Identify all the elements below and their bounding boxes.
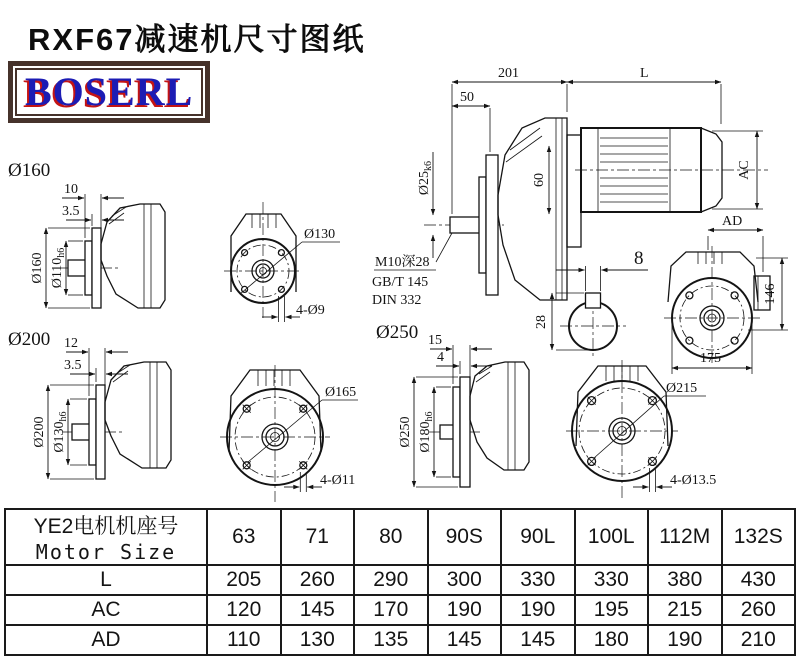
key-height-label: 28 [534, 315, 549, 329]
flange160-spigot-label [50, 248, 67, 289]
motor-size-cell: 90L [501, 509, 575, 565]
dim-value-cell: 260 [722, 595, 796, 625]
flange250-spigot-fit: h6 [424, 411, 435, 422]
table-header-row [5, 509, 795, 565]
dim-201-label: 201 [498, 66, 519, 81]
row-label-cell: AD [5, 625, 207, 655]
dim-value-cell: 430 [722, 565, 796, 595]
dim-value-cell: 300 [428, 565, 502, 595]
dim-AD-label: AD [722, 214, 743, 229]
motor-size-cell: 100L [575, 509, 649, 565]
motor-size-cell: 90S [428, 509, 502, 565]
dim-value-cell: 120 [207, 595, 281, 625]
dim-60-label: 60 [532, 173, 547, 187]
row-label-cell: L [5, 565, 207, 595]
flange160-spigot-fit: h6 [56, 247, 67, 258]
dim-175-label: 175 [700, 351, 721, 366]
dim-value-cell: 330 [575, 565, 649, 595]
flange200-spigot-fit: h6 [58, 411, 69, 422]
thread-notes [372, 233, 452, 308]
table-row-L [5, 565, 795, 595]
motor-size-cell: 112M [648, 509, 722, 565]
dim-146-label: 146 [763, 283, 778, 305]
main-assembly-view [417, 66, 768, 300]
motor-size-cell: 63 [207, 509, 281, 565]
dim-value-cell: 190 [501, 595, 575, 625]
motor-size-header-en: Motor Size [35, 540, 177, 564]
dim-value-cell: 260 [281, 565, 355, 595]
motor-size-cell: 132S [722, 509, 796, 565]
flange200-spigot-dia: Ø130 [52, 421, 67, 453]
flange200-od-label: Ø200 [32, 416, 47, 448]
dimension-table [4, 508, 796, 656]
shaft-fit-value: k6 [423, 160, 434, 171]
flange160-od-label: Ø160 [30, 252, 45, 284]
shaft-dia-label [417, 161, 434, 195]
flange250-spigot-label [418, 411, 435, 452]
logo-text: BOSERL [25, 69, 194, 114]
shaft-key-section-view [534, 248, 648, 356]
rear-view [664, 214, 788, 374]
flange160-spigot-dia: Ø110 [50, 257, 65, 289]
dim-value-cell: 195 [575, 595, 649, 625]
flange250-depth-label: 15 [428, 333, 442, 348]
dim-value-cell: 290 [354, 565, 428, 595]
table-row-AC [5, 595, 795, 625]
shaft-dia-value: Ø25 [417, 170, 432, 196]
dim-value-cell: 180 [575, 625, 649, 655]
flange160-plate-label: 3.5 [62, 204, 80, 219]
flange160-depth-label: 10 [64, 182, 78, 197]
std1-note-label: GB/T 145 [372, 275, 429, 290]
tap-note-label: M10深28 [375, 255, 430, 270]
flange200-front-view [220, 365, 358, 502]
dim-value-cell: 380 [648, 565, 722, 595]
flange200-spigot-label [52, 411, 69, 452]
dim-value-cell: 130 [281, 625, 355, 655]
flange200-depth-label: 12 [64, 336, 78, 351]
dim-50-label: 50 [460, 90, 474, 105]
dim-value-cell: 110 [207, 625, 281, 655]
flange250-side-view [376, 322, 529, 487]
flange160-front-view [224, 202, 340, 322]
dim-value-cell: 145 [501, 625, 575, 655]
dim-AC-label: AC [737, 160, 752, 180]
dim-value-cell: 145 [428, 625, 502, 655]
dim-value-cell: 190 [648, 625, 722, 655]
front250-holes-label: 4-Ø13.5 [670, 473, 717, 488]
dim-value-cell: 210 [722, 625, 796, 655]
flange250-group-label: Ø250 [376, 322, 419, 343]
flange250-front-view [566, 360, 716, 498]
row-label-cell: AC [5, 595, 207, 625]
motor-size-cell: 80 [354, 509, 428, 565]
flange200-plate-label: 3.5 [64, 358, 82, 373]
page-title: RXF67减速机尺寸图纸 [28, 22, 366, 57]
dim-value-cell: 215 [648, 595, 722, 625]
motor-size-header-cn: YE2电机机座号 [33, 515, 179, 538]
flange250-plate-label: 4 [437, 350, 444, 365]
flange160-group-label: Ø160 [8, 160, 51, 181]
dim-value-cell: 145 [281, 595, 355, 625]
key-width-label: 8 [634, 248, 644, 269]
dim-L-label: L [640, 66, 649, 81]
dim-value-cell: 190 [428, 595, 502, 625]
motor-size-header-cell [5, 509, 207, 565]
front250-bolt-circle-label: Ø215 [666, 381, 698, 396]
dim-value-cell: 205 [207, 565, 281, 595]
flange250-od-label: Ø250 [398, 416, 413, 448]
front160-bolt-circle-label: Ø130 [304, 227, 336, 242]
front200-holes-label: 4-Ø11 [320, 473, 356, 488]
dim-value-cell: 135 [354, 625, 428, 655]
table-row-AD [5, 625, 795, 655]
std2-note-label: DIN 332 [372, 293, 422, 308]
dim-value-cell: 170 [354, 595, 428, 625]
flange200-group-label: Ø200 [8, 329, 51, 350]
motor-size-cell: 71 [281, 509, 355, 565]
dim-value-cell: 330 [501, 565, 575, 595]
front160-holes-label: 4-Ø9 [296, 303, 325, 318]
flange160-side-view [8, 160, 165, 308]
flange200-side-view [8, 329, 171, 479]
front200-bolt-circle-label: Ø165 [325, 385, 357, 400]
flange250-spigot-dia: Ø180 [418, 421, 433, 453]
